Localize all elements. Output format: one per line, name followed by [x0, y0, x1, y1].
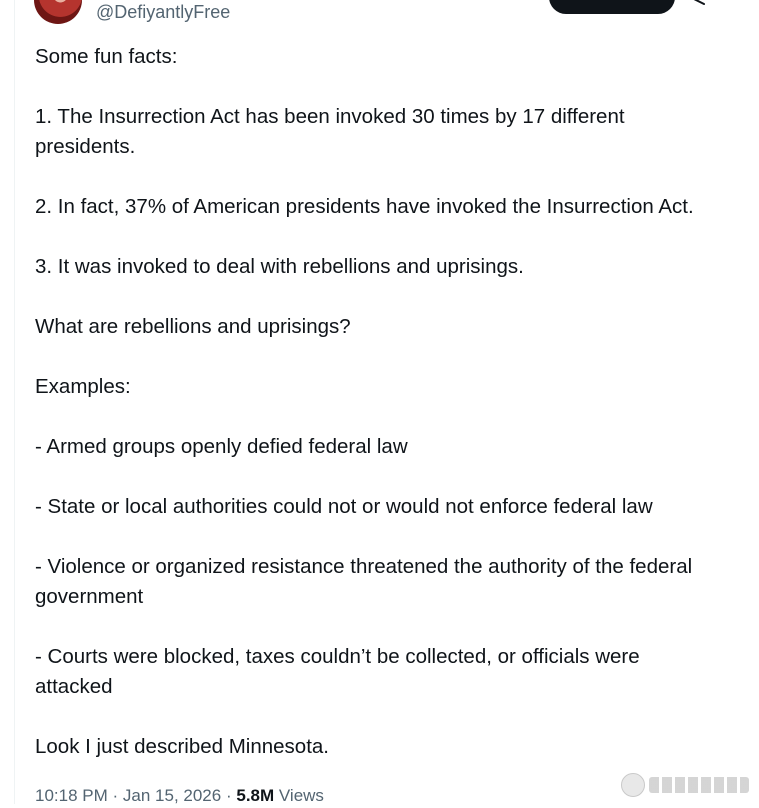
author-handle[interactable]: @DefiyantlyFree: [96, 2, 231, 22]
views-count: 5.8M: [236, 786, 275, 805]
tweet-paragraph: Look I just described Minnesota.: [35, 735, 329, 758]
meta-separator: ·: [225, 786, 232, 805]
tweet-paragraph: - Courts were blocked, taxes couldn’t be collected, or officials were attacked: [35, 645, 640, 698]
avatar[interactable]: [34, 0, 82, 24]
tweet-meta: [35, 784, 324, 808]
watermark-logo-icon: [621, 773, 645, 797]
tweet-paragraph: - Armed groups openly defied federal law: [35, 435, 408, 458]
tweet-paragraph: 1. The Insurrection Act has been invoked 30 times by 17 different presidents.: [35, 105, 625, 158]
tweet-date[interactable]: Jan 15, 2026: [122, 786, 222, 805]
tweet-paragraph: 3. It was invoked to deal with rebellions and uprisings.: [35, 255, 524, 278]
tweet-time[interactable]: 10:18 PM: [35, 786, 108, 805]
views-label: Views: [278, 786, 324, 805]
tweet-paragraph: 2. In fact, 37% of American presidents have invoked the Insurrection Act.: [35, 195, 694, 218]
watermark-text: [649, 777, 749, 793]
tweet-text: [35, 42, 751, 762]
meta-separator: ·: [112, 786, 119, 805]
watermark: [621, 773, 749, 797]
thread-divider: [14, 0, 15, 804]
grok-icon[interactable]: [684, 0, 708, 6]
tweet-paragraph: Some fun facts:: [35, 45, 178, 68]
tweet-paragraph: - State or local authorities could not or would not enforce federal law: [35, 495, 653, 518]
tweet-paragraph: What are rebellions and uprisings?: [35, 315, 351, 338]
follow-button[interactable]: [549, 0, 675, 14]
tweet-paragraph: - Violence or organized resistance threatened the authority of the federal government: [35, 555, 693, 608]
tweet-paragraph: Examples:: [35, 375, 131, 398]
